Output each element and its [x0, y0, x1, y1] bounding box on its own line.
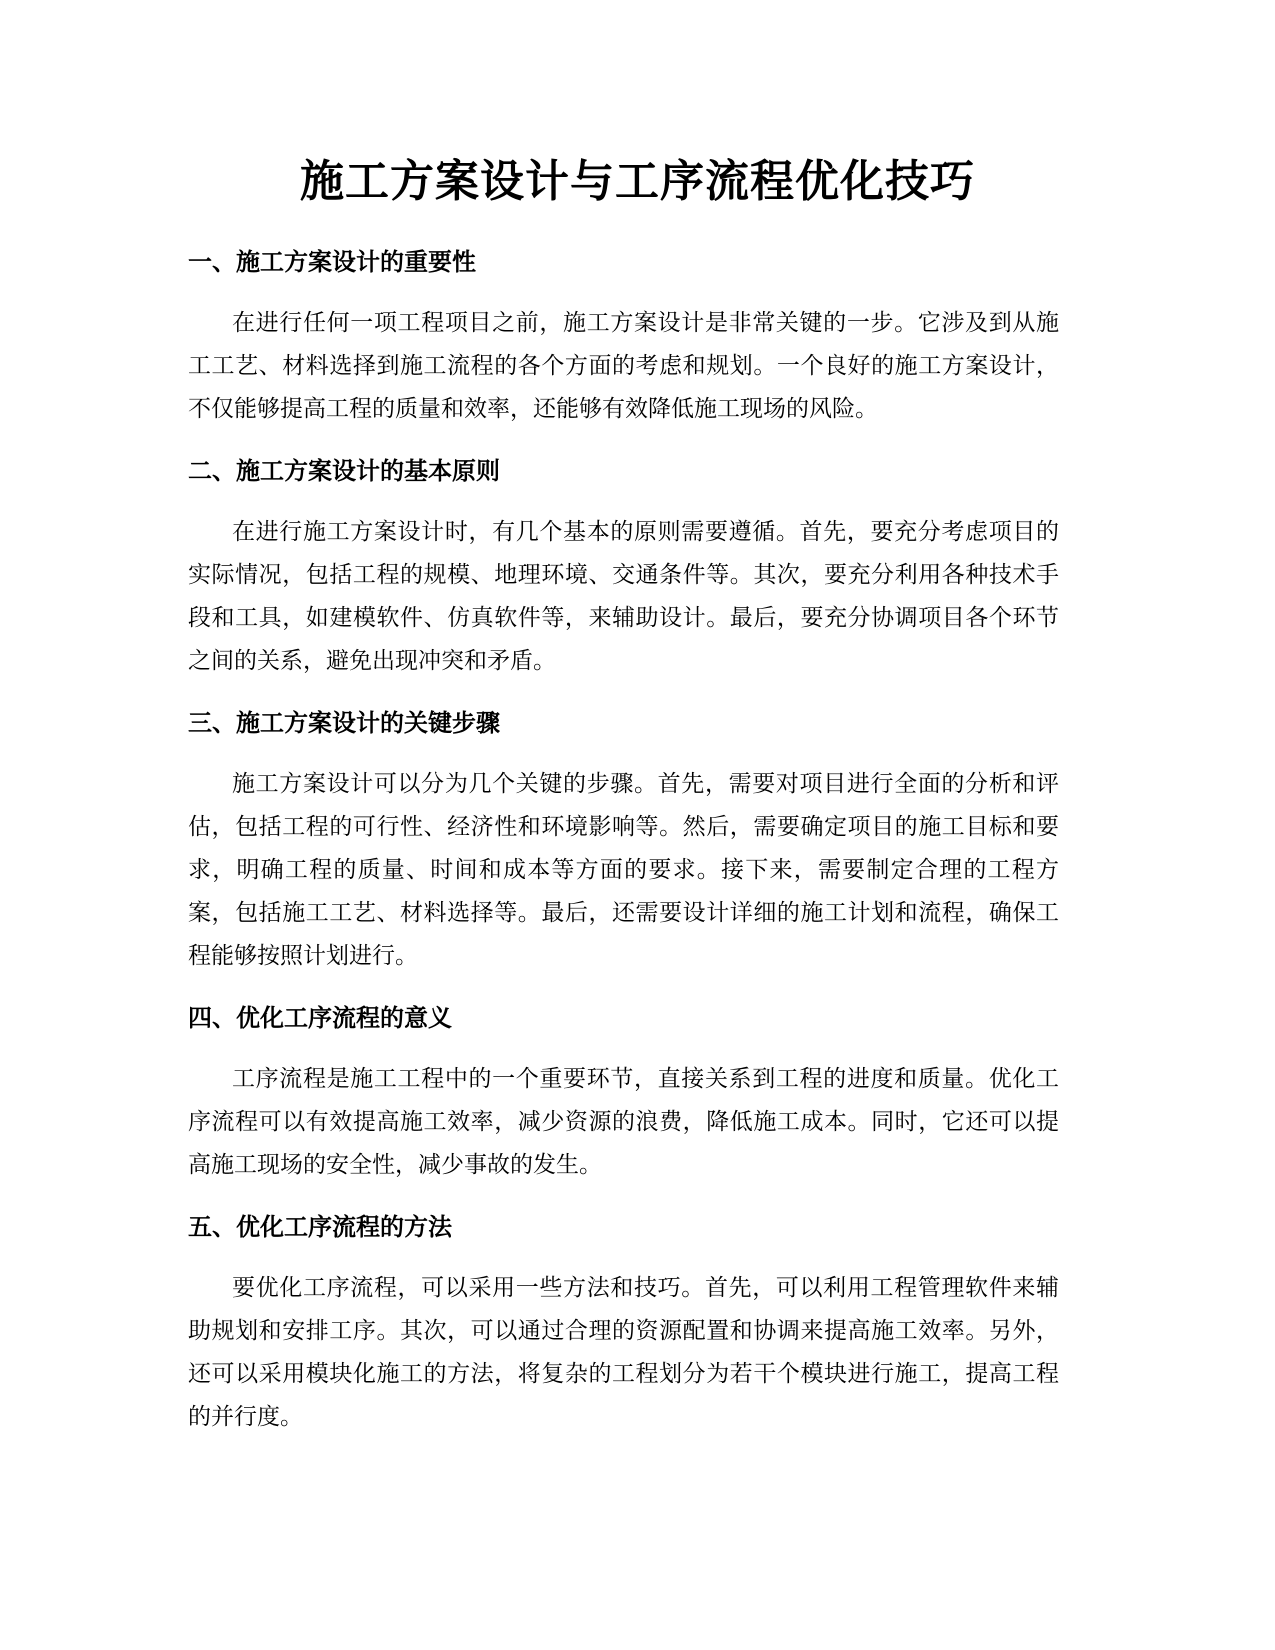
- section-optimization-significance: [188, 1000, 1059, 1187]
- document-title: 施工方案设计与工序流程优化技巧: [300, 156, 975, 207]
- section-paragraph: 在进行施工方案设计时，有几个基本的原则需要遵循。首先，要充分考虑项目的实际情况，包括工程的规模、地理环境、交通条件等。其次，要充分利用各种技术手段和工具，如建模软件、仿真软件等，来辅助设计。最后，要充分协调项目各个环节之间的关系，避免出现冲突和矛盾。: [188, 519, 1059, 674]
- section-paragraph: 在进行任何一项工程项目之前，施工方案设计是非常关键的一步。它涉及到从施工工艺、材料选择到施工流程的各个方面的考虑和规划。一个良好的施工方案设计，不仅能够提高工程的质量和效率，还能够有效降低施工现场的风险。: [188, 310, 1059, 422]
- section-heading: 三、施工方案设计的关键步骤: [188, 709, 500, 737]
- section-principles: [188, 453, 1059, 683]
- section-optimization-methods: [188, 1209, 1059, 1439]
- section-heading: 四、优化工序流程的意义: [188, 1004, 452, 1032]
- section-heading: 二、施工方案设计的基本原则: [188, 457, 500, 485]
- section-paragraph: 施工方案设计可以分为几个关键的步骤。首先，需要对项目进行全面的分析和评估，包括工程的可行性、经济性和环境影响等。然后，需要确定项目的施工目标和要求，明确工程的质量、时间和成本等方面的要求。接下来，需要制定合理的工程方案，包括施工工艺、材料选择等。最后，还需要设计详细的施工计划和流程，确保工程能够按照计划进行。: [188, 771, 1059, 969]
- section-paragraph: 要优化工序流程，可以采用一些方法和技巧。首先，可以利用工程管理软件来辅助规划和安排工序。其次，可以通过合理的资源配置和协调来提高施工效率。另外，还可以采用模块化施工的方法，将复杂的工程划分为若干个模块进行施工，提高工程的并行度。: [188, 1275, 1059, 1430]
- section-paragraph: 工序流程是施工工程中的一个重要环节，直接关系到工程的进度和质量。优化工序流程可以有效提高施工效率，减少资源的浪费，降低施工成本。同时，它还可以提高施工现场的安全性，减少事故的发生。: [188, 1066, 1059, 1178]
- section-key-steps: [188, 705, 1059, 978]
- section-heading: 五、优化工序流程的方法: [188, 1213, 452, 1241]
- section-heading: 一、施工方案设计的重要性: [188, 248, 476, 276]
- section-importance: [188, 244, 1059, 431]
